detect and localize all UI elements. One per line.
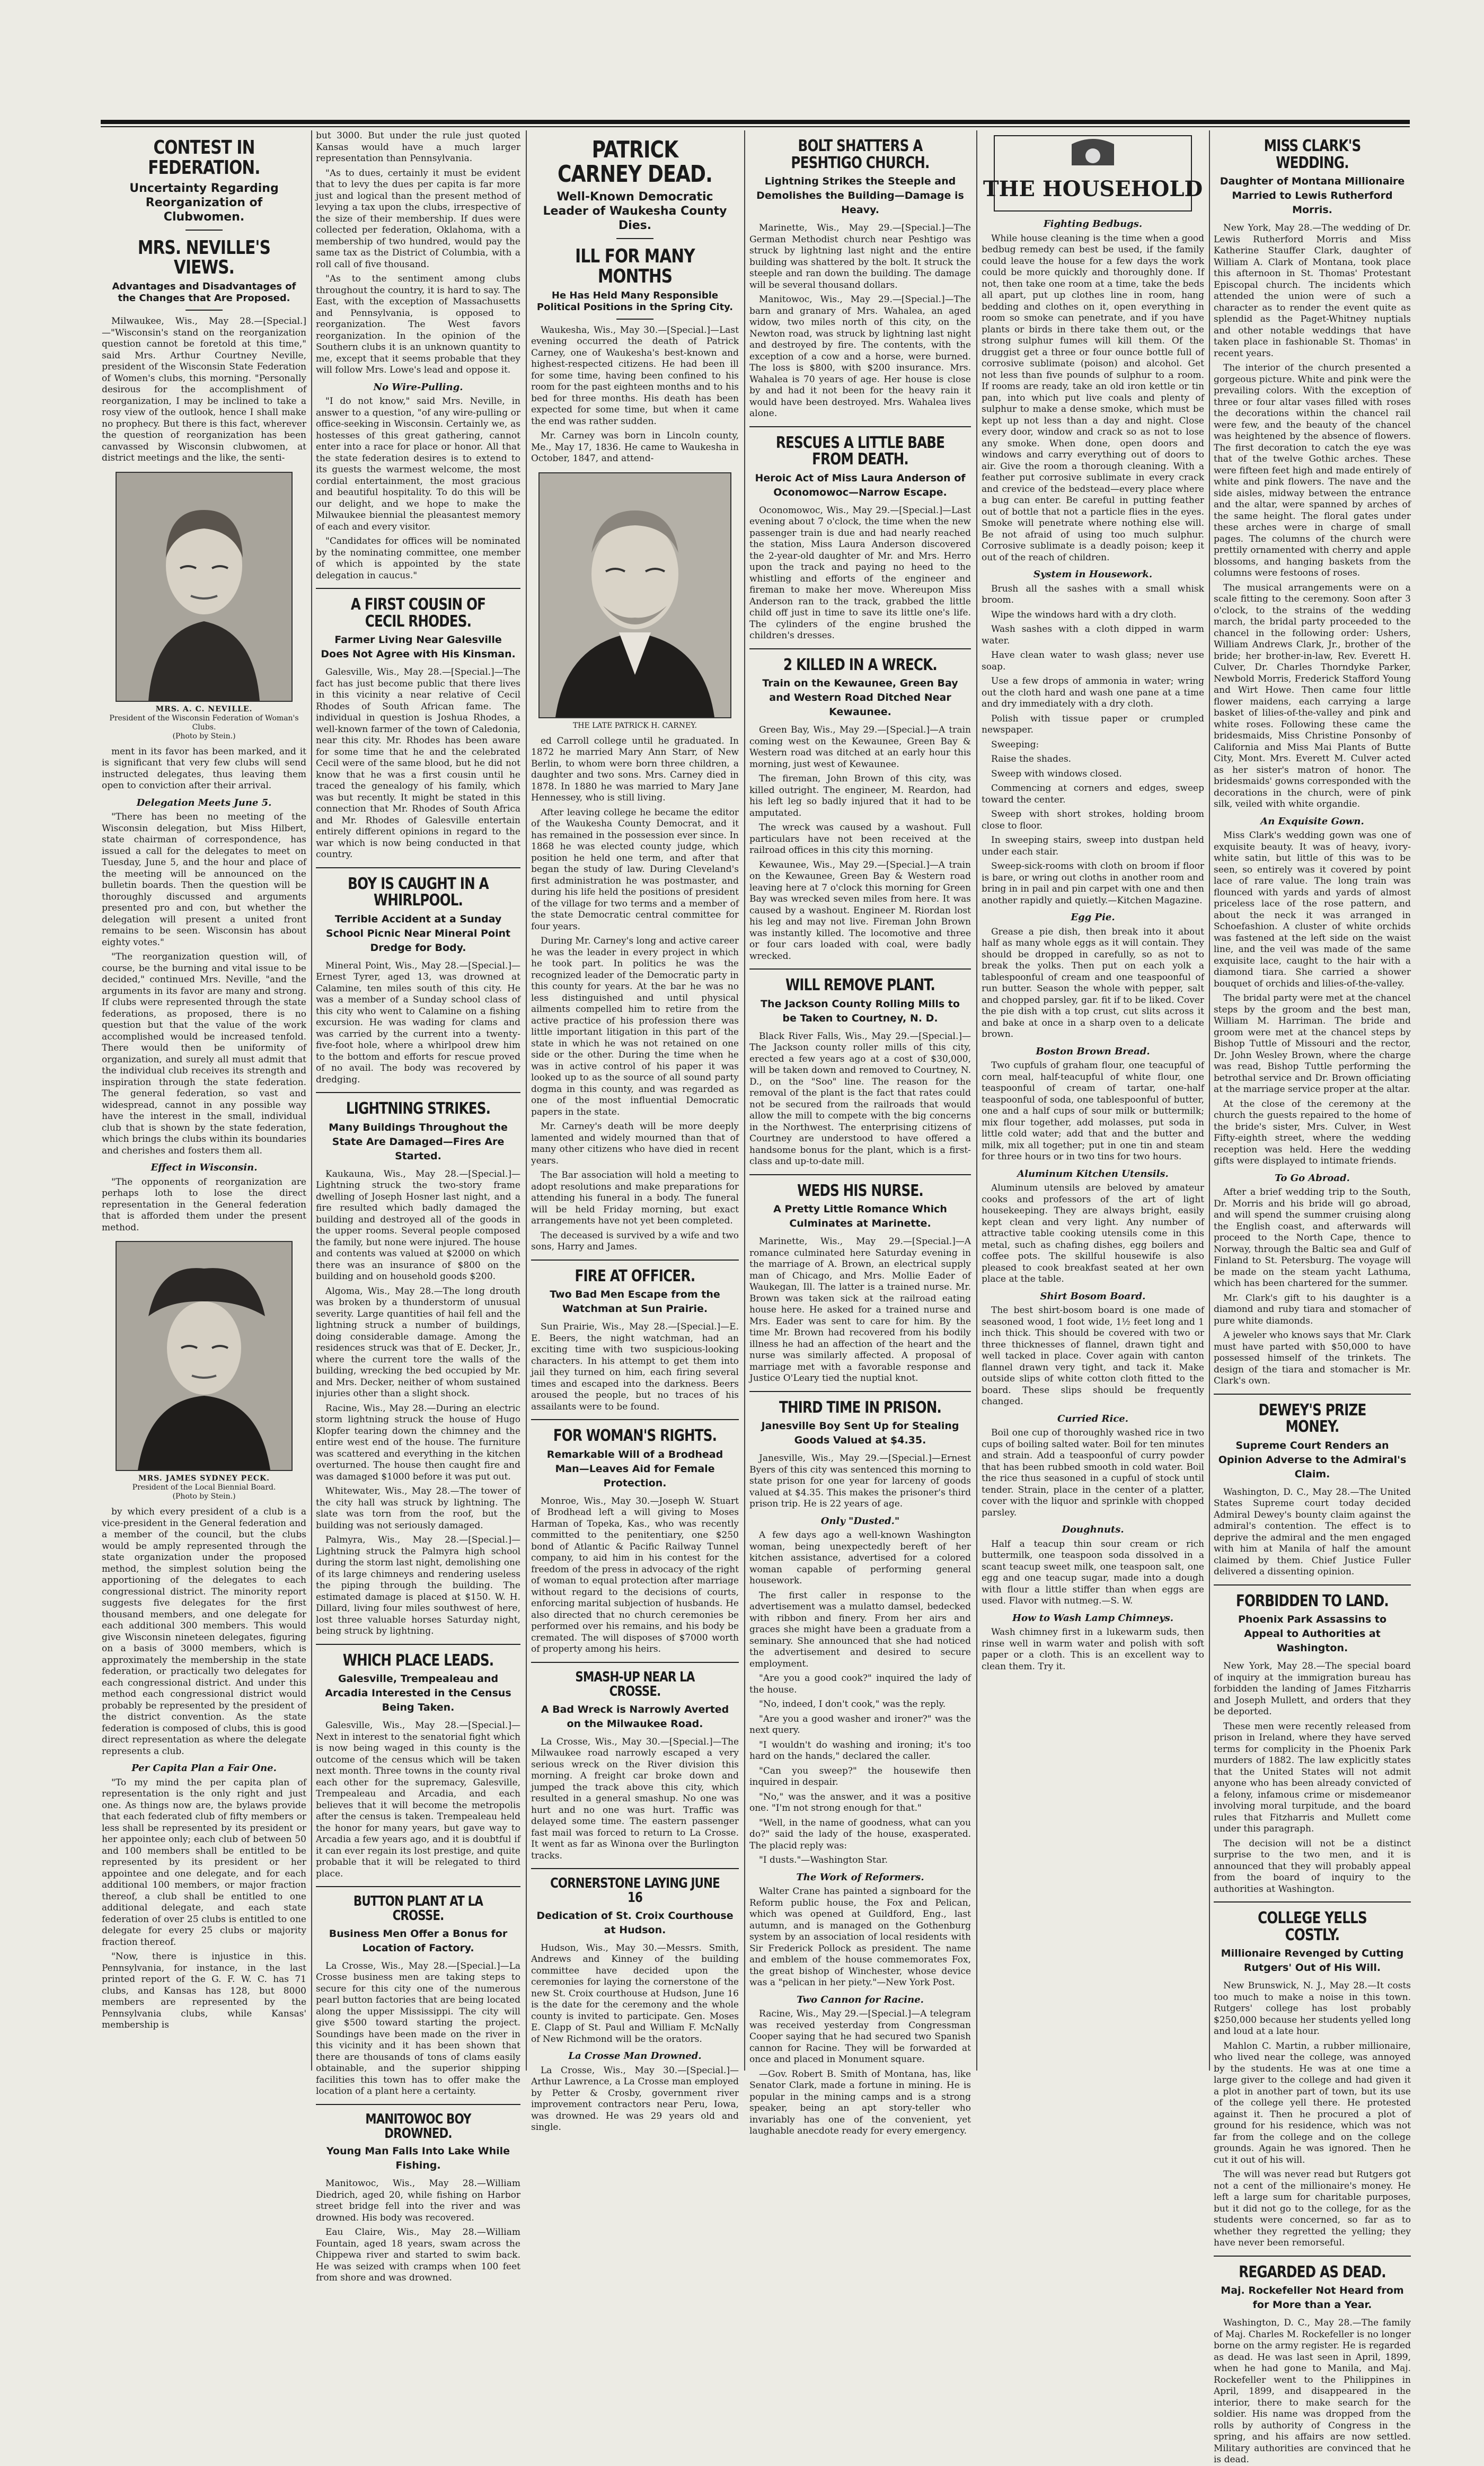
article-paragraph: "I do not know," said Mrs. Neville, in answer to a question, "of any wire-pulling or office-seeking in Wisconsin. Certainly we, as hostesses of this great gathering, cannot enter into a race for place or honor. All that the state federation desires is to extend to its guests the warmest welcome, the most cordial entertainment, the most gracious and beautiful hospitality. To do this will be our delight, and we hope to make the Milwaukee biennial the pleasantest memory of each and every visitor. bbox=[316, 396, 520, 532]
subhead: Egg Pie. bbox=[1071, 912, 1115, 923]
article-paragraph: "The reorganization question will, of course, be the burning and vital issue to be decided," continued Mrs. Neville, "and the arguments in its favor are many and strong. If clubs were represented through the state federations, as proposed, there is no question but that the value of the work accomplished would be increased tenfold. There would then be uniformity of organization, and surely all must admit that the individual club receives its strength and inspiration through the state federation. The general federation, so vast and widespread, cannot in any possible way have the interest in the small, individual club that is shown by the state federation, which brings the clubs within its boundaries and cherishes and fosters them all. bbox=[102, 952, 306, 1156]
portrait-patrick-carney bbox=[538, 472, 731, 718]
headline-deweys-prize-money: DEWEY'S PRIZE MONEY. bbox=[1258, 1401, 1366, 1436]
deck: Maj. Rockefeller Not Heard from for More than a Year. bbox=[1221, 2285, 1404, 2311]
headline-weds-nurse: WEDS HIS NURSE. bbox=[797, 1181, 923, 1200]
article-paragraph: After a brief wedding trip to the South, Dr. Morris and his bride will go abroad, and will spend the summer cruising along the English coast, and afterwards will proceed to the North Cape, thence to Norway, through the Baltic sea and Gulf of Finland to St. Petersburg. The voyage will be made on the steam yacht Lathuma, which has been chartered for the summer. bbox=[1214, 1187, 1411, 1289]
headline-killed-wreck: 2 KILLED IN A WRECK. bbox=[783, 655, 937, 674]
article-paragraph: Have clean water to wash glass; never use soap. bbox=[982, 650, 1204, 672]
article-paragraph: The bridal party were met at the chancel steps by the groom and the best man, William M. Harriman. The bride and groom were met at the chancel steps by Bishop Tuttle of Missouri and the rector, Dr. John Wesley Brown, where the charge was read, Bishop Tuttle performing the betrothal service and Dr. Brown officiating at the marriage service proper at the altar. bbox=[1214, 993, 1411, 1095]
article-paragraph: A few days ago a well-known Washington woman, being unexpectedly bereft of her kitchen assistance, advertised for a colored woman capable of performing general housework. bbox=[749, 1530, 971, 1586]
article-paragraph: Racine, Wis., May 28.—During an electric storm lightning struck the house of Hugo Klopfer tearing down the chimney and the entire west end of the house. The furniture was scattered and everything in the kitchen overturned. The house then caught fire and was damaged $1000 before it was put out. bbox=[316, 1403, 520, 1482]
deck: Galesville, Trempealeau and Arcadia Interested in the Census Being Taken. bbox=[325, 1673, 511, 1713]
article-paragraph: Monroe, Wis., May 30.—Joseph W. Stuart of Brodhead left a will giving to Moses Harman of Topeka, Kas., who was recently committed to the penitentiary, one $250 bond of Atlantic & Pacific Railway Tunnel company, to aid him in his contest for the freedom of the press in advocacy of the right of woman to equal protection after marriage without regard to the decisions of courts, enforcing marital subjection of husbands. He also directed that no church ceremonies be performed over his remains, and his body be cremated. The will disposes of $7000 worth of property among his heirs. bbox=[531, 1495, 739, 1655]
article-paragraph: New Brunswick, N. J., May 28.—It costs too much to make a noise in this town. Rutgers' college has lost probably $250,000 because her students yelled long and loud at a late hour. bbox=[1214, 1980, 1411, 2037]
article-paragraph: but 3000. But under the rule just quoted Kansas would have a much larger representation than Pennsylvania. bbox=[316, 130, 520, 164]
article-paragraph: Marinette, Wis., May 29.—[Special.]—The German Methodist church near Peshtigo was struck by lightning last night and the entire building was shattered by the bolt. It struck the steeple and ran down the building. The damage will be several thousand dollars. bbox=[749, 223, 971, 290]
column-divider bbox=[311, 130, 312, 2071]
headline-button-plant: BUTTON PLANT AT LA CROSSE. bbox=[353, 1893, 483, 1924]
headline-nevilles-views: MRS. NEVILLE'S VIEWS. bbox=[137, 236, 271, 279]
article-paragraph: "Are you a good washer and ironer?" was the next query. bbox=[749, 1713, 971, 1736]
article-paragraph: Sweep with windows closed. bbox=[991, 768, 1122, 779]
article-paragraph: The fireman, John Brown of this city, was killed outright. The engineer, M. Reardon, had his left leg so badly injured that it had to be amputated. bbox=[749, 773, 971, 818]
article-paragraph: Galesville, Wis., May 28.—[Special.]—Next in interest to the senatorial fight which is now being waged in this county is the outcome of the census which will be taken next month. Three towns in the county rival each other for the supremacy, Galesville, Trempealeau and Arcadia, and each believes that it will become the metropolis after the census is taken. Trempealeau held the honor for many years, but gave way to Arcadia a few years ago, and it is doubtful if it can ever regain its lost prestige, and quite probable that it will be relegated to third place. bbox=[316, 1720, 520, 1879]
article-paragraph: Manitowoc, Wis., May 29.—[Special.]—The barn and granary of Mrs. Wahalea, an aged widow, two miles north of this city, on the Newton road, was struck by lightning last night and destroyed by fire. The contents, with the exception of a cow and a horse, were burned. The loss is $800, with $200 insurance. Mrs. Wahalea is 70 years of age. Her house is close by and had it not been for the heavy rain it would have been destroyed. Mrs. Wahalea lives alone. bbox=[749, 294, 971, 419]
column-1 bbox=[102, 130, 306, 2071]
article-paragraph: Galesville, Wis., May 28.—[Special.]—The fact has just become public that there lives in this vicinity a near relative of Cecil Rhodes of South African fame. The individual in question is Joshua Rhodes, a well-known farmer of the town of Caledonia, near this city. Mr. Rhodes has been aware for some time that he and the celebrated Cecil were of the same blood, but he did not know that he was a first cousin until he traced the genealogy of his family, which was but recently. It might be stated in this connection that Mr. Rhodes of South Africa and Mr. Rhodes of Galesville entertain entirely different opinions in regard to the war which is now being conducted in that country. bbox=[316, 667, 520, 860]
article-paragraph: The decision will not be a distinct surprise to the two men, and it is announced that they will probably appeal from the board of inquiry to the authorities at Washington. bbox=[1214, 1838, 1411, 1895]
headline-rescues-babe: RESCUES A LITTLE BABE FROM DEATH. bbox=[775, 433, 945, 469]
article-paragraph: Mr. Carney was born in Lincoln county, Me., May 17, 1836. He came to Waukesha in October, 1847, and attend- bbox=[531, 430, 739, 464]
top-rule bbox=[101, 120, 1410, 124]
subhead: Doughnuts. bbox=[1062, 1524, 1124, 1535]
caption-name: MRS. JAMES SYDNEY PECK. bbox=[138, 1474, 270, 1483]
deck: Millionaire Revenged by Cutting Rutgers' Out of His Will. bbox=[1221, 1948, 1404, 1974]
caption-credit: (Photo by Stein.) bbox=[172, 732, 236, 741]
article-paragraph: Hudson, Wis., May 30.—Messrs. Smith, Andrews and Kinney of the building committee have decided upon the ceremonies for laying the cornerstone of the new St. Croix courthouse at Hudson, June 16 is the date for the ceremony and the whole county is invited to participate. Gen. Moses E. Clapp of St. Paul and William F. McNally of New Richmond will be the orators. bbox=[531, 1942, 739, 2045]
article-paragraph: Mineral Point, Wis., May 28.—[Special.]—Ernest Tyrer, aged 13, was drowned at Calamine, ten miles south of this city. He was a member of a Sunday school class of this city who went to Calamine on a fishing excursion. He was wading for clams and was carried by the current into a twenty-five-foot hole, where a whirlpool drew him to the bottom and efforts for rescue proved of no avail. The body was recovered by dredging. bbox=[316, 960, 520, 1085]
deck: A Bad Wreck is Narrowly Averted on the Milwaukee Road. bbox=[541, 1703, 729, 1730]
article-paragraph: In sweeping stairs, sweep into dustpan held under each stair. bbox=[982, 835, 1204, 857]
headline-remove-plant: WILL REMOVE PLANT. bbox=[785, 976, 935, 994]
article-paragraph: Wash sashes with a cloth dipped in warm water. bbox=[982, 624, 1204, 646]
article-paragraph: "There has been no meeting of the Wisconsin delegation, but Miss Hilbert, state chairman of correspondence, has issued a call for the delegates to meet on Tuesday, June 5, and the hour and place of the meeting will be announced on the bulletin boards. Then the question will be thoroughly discussed and arguments presented pro and con, but whether the delegation will present a united front remains to be seen. Wisconsin has about eighty votes." bbox=[102, 812, 306, 948]
subhead: Effect in Wisconsin. bbox=[151, 1162, 258, 1174]
article-paragraph: Waukesha, Wis., May 30.—[Special.]—Last evening occurred the death of Patrick Carney, one of Waukesha's best-known and highest-respected citizens. He had been ill for some time, having been confined to his room for the past eighteen months and to his bed for three months. His death has been expected for some time, but when it came the end was rather sudden. bbox=[531, 324, 739, 427]
household-logo bbox=[983, 134, 1203, 213]
article-paragraph: "No, indeed, I don't cook," was the reply. bbox=[759, 1699, 946, 1710]
article-paragraph: Wash chimney first in a lukewarm suds, then rinse well in warm water and polish with soft paper or a cloth. This is an excellent way to clean them. Try it. bbox=[982, 1627, 1204, 1672]
article-paragraph: Kaukauna, Wis., May 28.—[Special.]—Lightning struck the two-story frame dwelling of Joseph Hosner last night, and a fire resulted which badly damaged the building and destroyed all of the goods in the upper rooms. Several people composed the family, but none were injured. The house and contents was valued at $2000 on which there was an insurance of $800 on the building and on household goods $200. bbox=[316, 1168, 520, 1282]
article-paragraph: Mr. Carney's death will be more deeply lamented and widely mourned than that of many other citizens who have died in recent years. bbox=[531, 1121, 739, 1166]
article-paragraph: Algoma, Wis., May 28.—The long drouth was broken by a thunderstorm of unusual severity. Large quantities of hail fell and the lightning struck a number of buildings, doing considerable damage. Among the residences struck was that of E. Decker, Jr., where the current tore the walls of the building, wrecking the bed occupied by Mr. and Mrs. Decker, neither of whom sustained injuries other than a slight shock. bbox=[316, 1285, 520, 1399]
column-divider bbox=[976, 130, 977, 2071]
headline-cornerstone: CORNERSTONE LAYING JUNE 16 bbox=[550, 1875, 720, 1906]
article-paragraph: ment in its favor has been marked, and it is significant that very few clubs will send instructed delegates, thus leaving them open to conviction after their arrival. bbox=[102, 746, 306, 791]
column-divider bbox=[1209, 130, 1210, 2071]
article-paragraph: Black River Falls, Wis., May 29.—[Special.]—The Jackson county roller mills of this city, erected a few years ago at a cost of $30,000, will be taken down and removed to Courtney, N. D., on the "Soo" line. The reason for the removal of the plant is the fact that rates could not be secured from the railroads that would allow the mill to compete with the big concerns in the Northwest. The enterprising citizens of Courtney are understood to have offered a handsome bonus for the plant, which is a first-class and up-to-date mill. bbox=[749, 1031, 971, 1167]
article-paragraph: by which every president of a club is a vice-president in the General federation and a member of the council, but the clubs would be amply represented through the state organization under the proposed method, the simplest solution being the apportioning of the delegates to each congressional district. The minority report suggests five delegates for the first thousand members, and one delegate for each additional 300 members. This would give Wisconsin nineteen delegates, figuring on a basis of 3000 members, which is approximately the membership in the state federation, or practically two delegates for each congressional district. And under this method each congressional district would probably be represented by the president of the district convention. As the state federation is composed of clubs, this is good direct representation as where the delegate represents a club. bbox=[102, 1507, 306, 1757]
deck: Train on the Kewaunee, Green Bay and Western Road Ditched Near Kewaunee. bbox=[762, 677, 958, 718]
article-paragraph: "No," was the answer, and it was a positive one. "I'm not strong enough for that." bbox=[749, 1791, 971, 1813]
subhead: How to Wash Lamp Chimneys. bbox=[1012, 1612, 1174, 1624]
headline-cousin-cecil-rhodes: A FIRST COUSIN OF CECIL RHODES. bbox=[350, 595, 486, 631]
caption-text: President of the Wisconsin Federation of Woman's Clubs. bbox=[109, 714, 299, 732]
article-paragraph: Palmyra, Wis., May 28.—[Special.]—Lightning struck the Palmyra high school during the storm last night, demolishing one of its large chimneys and rendering useless the piping through the building. The estimated damage is placed at $150. W. H. Dillard, living four miles southwest of here, lost three valuable horses Saturday night, being struck by lightning. bbox=[316, 1535, 520, 1636]
article-paragraph: The wreck was caused by a washout. Full particulars have not been received at the railroad offices in this city this morning. bbox=[749, 822, 971, 856]
article-paragraph: "I dusts."—Washington Star. bbox=[759, 1855, 888, 1865]
headline-college-yells: COLLEGE YELLS COSTLY. bbox=[1258, 1909, 1367, 1944]
headline-ill-many-months: ILL FOR MANY MONTHS bbox=[575, 245, 695, 288]
deck: Remarkable Will of a Brodhead Man—Leaves Aid for Female Protection. bbox=[546, 1448, 723, 1489]
caption-name: MRS. A. C. NEVILLE. bbox=[155, 704, 253, 714]
subhead: Shirt Bosom Board. bbox=[1040, 1290, 1146, 1302]
headline-womans-rights: FOR WOMAN'S RIGHTS. bbox=[553, 1426, 717, 1446]
deck: The Jackson County Rolling Mills to be Taken to Courtney, N. D. bbox=[761, 998, 960, 1024]
column-2 bbox=[316, 130, 520, 2284]
deck: Young Man Falls Into Lake While Fishing. bbox=[326, 2145, 510, 2172]
article-paragraph: La Crosse, Wis., May 28.—[Special.]—La Crosse business men are taking steps to secure for this city one of the numerous pearl button factories that are being located along the upper Mississippi. The city will give $500 toward starting the project. Soundings have been made on the river in this vicinity and it has been shown that there are thousands of tons of clams easily obtainable, and the superior shipping facilities this town has to offer make the location of a plant here a certainty. bbox=[316, 1960, 520, 2097]
article-paragraph: New York, May 28.—The wedding of Dr. Lewis Rutherford Morris and Miss Katherine Stauffer Clark, daughter of William A. Clark of Montana, took place this afternoon in St. Thomas' Protestant Episcopal church. The incidents which attended the union were of such a character as to render the event quite as splendid as the Paget-Whitney nuptials and other notable weddings that have taken place in fashionable St. Thomas' in recent years. bbox=[1214, 223, 1411, 359]
article-paragraph: Wipe the windows hard with a dry cloth. bbox=[991, 609, 1177, 620]
article-paragraph: Sweep-sick-rooms with cloth on broom if floor is bare, or wring out cloths in another room and bring in in pail and pin carpet with one and then another rapidly and quietly.—Kitchen Magazine. bbox=[982, 861, 1204, 906]
caption-text: President of the Local Biennial Board. bbox=[132, 1483, 276, 1492]
article-paragraph: Mahlon C. Martin, a rubber millionaire, who lived near the college, was annoyed by the students. He was at one time a large giver to the college and had given it a plot in another part of town, but its use of the college yell there. He protested against it. Then he procured a plot of ground for his residence, which was not far from the college and on the college grounds. Again he was ignored. Then he cut it out of his will. bbox=[1214, 2040, 1411, 2165]
portrait-mrs-neville bbox=[116, 472, 293, 702]
deck: Well-Known Democratic Leader of Waukesha County Dies. bbox=[543, 190, 727, 233]
article-paragraph: Marinette, Wis., May 29.—[Special.]—A romance culminated here Saturday evening in the marriage of A. Brown, an electrical supply man of Chicago, and Mrs. Mollie Eader of Waukegan, Ill. The latter is a trained nurse. Mr. Brown was taken sick at the railroad eating house here. He asked for a trained nurse and Mrs. Eader was sent to care for him. By the time Mr. Brown had recovered from his bodily illness he had an affection of the heart and the nurse was similarly affected. A proposal of marriage met with a favorable response and Justice O'Leary tied the nuptial knot. bbox=[749, 1236, 971, 1384]
column-3 bbox=[531, 130, 739, 2133]
article-paragraph: Washington, D. C., May 28.—The United States Supreme court today decided Admiral Dewey's bounty claim against the admiral's contention. The effect is to deprive the admiral and the men engaged with him at Manila of half the amount claimed by them. Chief Justice Fuller delivered a dissenting opinion. bbox=[1214, 1486, 1411, 1577]
article-paragraph: "Candidates for offices will be nominated by the nominating committee, one member of which is appointed by the state delegation in caucus." bbox=[316, 536, 520, 581]
article-paragraph: Sweep with short strokes, holding broom close to floor. bbox=[982, 809, 1204, 831]
deck: Dedication of St. Croix Courthouse at Hudson. bbox=[536, 1909, 734, 1936]
article-paragraph: Whitewater, Wis., May 28.—The tower of the city hall was struck by lightning. The slate was torn from the roof, but the building was not seriously damaged. bbox=[316, 1486, 520, 1531]
article-paragraph: "The opponents of reorganization are perhaps loth to lose the direct representation in the General federation that is afforded them under the present method. bbox=[102, 1176, 306, 1233]
article-paragraph: New York, May 28.—The special board of inquiry at the immigration bureau has forbidden the landing of James Fitzharris and Joseph Mullett, and orders that they be deported. bbox=[1214, 1661, 1411, 1717]
logo-text: THE HOUSEHOLD bbox=[983, 177, 1203, 201]
article-paragraph: Manitowoc, Wis., May 28.—William Diedrich, aged 20, while fishing on Harbor street bridge fell into the river and was drowned. His body was recovered. bbox=[316, 2178, 520, 2223]
deck: Farmer Living Near Galesville Does Not Agree with His Kinsman. bbox=[321, 634, 516, 660]
article-paragraph: Aluminum utensils are beloved by amateur cooks and professors of the art of light housekeeping. They are always bright, easily kept clean and very light. Any number of attractive table cooking utensils come in this metal, such as chafing dishes, egg boilers and coffee pots. The skillful housewife is also pleased to cook breakfast seated at her own place at the table. bbox=[982, 1183, 1204, 1284]
headline-manitowoc-boy: MANITOWOC BOY DROWNED. bbox=[365, 2111, 471, 2142]
deck: Many Buildings Throughout the State Are Damaged—Fires Are Started. bbox=[329, 1121, 508, 1162]
article-paragraph: La Crosse, Wis., May 30.—[Special.]—Arthur Lawrence, a La Crosse man employed by Petter & Crosby, government river improvement contractors near Peru, Iowa, was drowned. He was 29 years old and single. bbox=[531, 2065, 739, 2133]
deck: Business Men Offer a Bonus for Location of Factory. bbox=[329, 1927, 508, 1954]
article-paragraph: Kewaunee, Wis., May 29.—[Special.]—A train on the Kewaunee, Green Bay & Western road leaving here at 7 o'clock this morning for Green Bay was wrecked seven miles from here. It was caused by a washout. Engineer M. Riordan lost his leg and may not live. Fireman John Brown was instantly killed. The locomotive and three or four cars loaded with coal, were badly wrecked. bbox=[749, 859, 971, 962]
deck: Phoenix Park Assassins to Appeal to Authorities at Washington. bbox=[1238, 1614, 1387, 1654]
article-paragraph: At the close of the ceremony at the church the guests repaired to the home of the bride's sister, Mrs. Culver, in West Fifty-eighth street, where the wedding reception was held. Here the wedding gifts were displayed to intimate friends. bbox=[1214, 1098, 1411, 1166]
headline-bolt-shatters: BOLT SHATTERS A PESHTIGO CHURCH. bbox=[791, 137, 930, 172]
deck: Advantages and Disadvantages of the Changes that Are Proposed. bbox=[112, 281, 296, 304]
article-paragraph: The best shirt-bosom board is one made of seasoned wood, 1 foot wide, 1½ feet long and 1 inch thick. This should be covered with two or three thicknesses of flannel, drawn tight and well tacked in place. Cover again with canton flannel drawn very tight, and tack it. Make outside slips of white cotton cloth fitted to the board. These slips should be frequently changed. bbox=[982, 1305, 1204, 1407]
article-paragraph: Racine, Wis., May 29.—[Special.]—A telegram was received yesterday from Congressman Cooper saying that he had secured two Spanish cannon for Racine. They will be forwarded at once and placed in Monument square. bbox=[749, 2009, 971, 2065]
article-paragraph: A jeweler who knows says that Mr. Clark must have parted with $50,000 to have possessed himself of the trinkets. The design of the tiara and stomacher is Mr. Clark's own. bbox=[1214, 1330, 1411, 1386]
article-paragraph: "Are you a good cook?" inquired the lady of the house. bbox=[749, 1673, 971, 1695]
article-paragraph: Walter Crane has painted a signboard for the Reform public house, the Fox and Pelican, which was opened at Guildford, Eng., last autumn, and is managed on the Gothenburg system by an association of local residents with Sir Frederick Pollock as president. The name and emblem of the house commemorates Fox, the great bishop of Winchester, whose device was a "pelican in her piety."—New York Post. bbox=[749, 1886, 971, 1988]
deck: Supreme Court Renders an Opinion Adverse to the Admiral's Claim. bbox=[1218, 1439, 1407, 1480]
subhead: Fighting Bedbugs. bbox=[1043, 218, 1143, 230]
subhead: Curried Rice. bbox=[1057, 1413, 1128, 1424]
article-paragraph: The deceased is survived by a wife and two sons, Harry and James. bbox=[531, 1230, 739, 1253]
subhead: Per Capita Plan a Fair One. bbox=[131, 1763, 277, 1774]
article-paragraph: "Well, in the name of goodness, what can you do?" said the lady of the house, exasperated. The placid reply was: bbox=[749, 1817, 971, 1851]
subhead: Two Cannon for Racine. bbox=[797, 1994, 924, 2005]
column-6 bbox=[1214, 130, 1411, 2465]
headline-smash-up: SMASH-UP NEAR LA CROSSE. bbox=[575, 1669, 695, 1700]
headline-third-time-prison: THIRD TIME IN PRISON. bbox=[779, 1398, 942, 1417]
article-paragraph: "I wouldn't do washing and ironing; it's too hard on the hands," declared the caller. bbox=[749, 1739, 971, 1762]
article-paragraph: Use a few drops of ammonia in water; wring out the cloth hard and wash one pane at a time and dry immediately with a dry cloth. bbox=[982, 676, 1204, 709]
subhead: To Go Abroad. bbox=[1275, 1172, 1350, 1184]
headline-miss-clarks-wedding: MISS CLARK'S WEDDING. bbox=[1264, 137, 1361, 172]
article-paragraph: Grease a pie dish, then break into it about half as many whole eggs as it will contain. They should be dropped in carefully, so as not to break the yolks. Then put on each yolk a tablespoonful of cream and one teaspoonful of run butter. Season the whole with pepper, salt and chopped parsley, gar. fit if to be liked. Cover the pie dish with a top crust, cut slits across it and bake at once in a sharp oven to a delicate brown. bbox=[982, 926, 1204, 1040]
headline-regarded-as-dead: REGARDED AS DEAD. bbox=[1239, 2262, 1386, 2282]
headline-contest-in-federation: CONTEST IN FEDERATION. bbox=[148, 137, 260, 179]
article-paragraph: Washington, D. C., May 28.—The family of Maj. Charles M. Rockefeller is no longer borne on the army register. He is regarded as dead. He was last seen in April, 1899, when he had gone to Manila, and Maj. Rockefeller went to the Philippines in April, 1899, and disappeared in the interior, there to make search for the soldier. His name was dropped from the rolls by authority of Congress in the spring, and his affairs are now settled. Military authorities are convinced that he is dead. bbox=[1214, 2318, 1411, 2465]
top-rule-thin bbox=[101, 126, 1410, 127]
article-paragraph: The Bar association will hold a meeting to adopt resolutions and make preparations for attending his funeral in a body. The funeral will be held Friday morning, but exact arrangements have not yet been completed. bbox=[531, 1170, 739, 1227]
subhead: Boston Brown Bread. bbox=[1036, 1045, 1150, 1057]
article-paragraph: Miss Clark's wedding gown was one of exquisite beauty. It was of heavy, ivory-white satin, but little of this was to be seen, so entirely was it covered by point lace of rare value. The long train was flounced with yards and yards of almost priceless lace of the rose pattern, and about the neck it was arranged in Schoefashion. A cluster of white orchids was fastened at the left side on the waist line, and the veil was made of the same exquisite lace, caught to the hair with a diamond tiara. She carried a shower bouquet of orchids and lilies-of-the-valley. bbox=[1214, 830, 1411, 989]
article-paragraph: Polish with tissue paper or crumpled newspaper. bbox=[982, 713, 1204, 735]
column-4 bbox=[749, 130, 971, 2136]
headline-lightning-strikes: LIGHTNING STRIKES. bbox=[346, 1099, 491, 1118]
article-paragraph: "As to dues, certainly it must be evident that to levy the dues per capita is far more just and logical than the present method of levying a tax upon the clubs, irrespective of the size of their membership. If dues were collected per federation, Oklahoma, with a membership of two hundred, would pay the same tax as the District of Columbia, with a roll call of five thousand. bbox=[316, 168, 520, 270]
article-paragraph: During Mr. Carney's long and active career he was the leader in every project in which he took part. In politics he was the recognized leader of the Democratic party in this county for years. At the bar he was no less distinguished and until physical ailments compelled him to retire from the active practice of his profession there was little important litigation in this part of the state in which he was not retained on one side or the other. During the time when he was in active control of his paper it was looked up to as the source of all sound party dogma in this county, and was regarded as one of the most influential Democratic papers in the state. bbox=[531, 936, 739, 1117]
column-5 bbox=[982, 130, 1204, 2071]
deck: He Has Held Many Responsible Political Positions in the Spring City. bbox=[536, 289, 734, 313]
article-paragraph: The interior of the church presented a gorgeous picture. White and pink were the prevailing colors. With the exception of three or four altar vases filled with roses the decorations within the chancel rail were few, and the beauty of the chancel was heightened by the absence of flowers. The first decoration to catch the eye was that of the twelve Gothic arches. These were fifteen feet high and made entirely of white and pink flowers. The nave and the side aisles, midway between the entrance and the altar, were spanned by arches of the same height. The floral gates under these arches were in charge of small pages. The columns of the church were prettily ornamented with cherry and apple blossoms, and hanging baskets from the columns were festoons of roses. bbox=[1214, 363, 1411, 578]
article-paragraph: Eau Claire, Wis., May 28.—William Fountain, aged 18 years, swam across the Chippewa river and started to swim back. He was seized with cramps when 100 feet from shore and was drowned. bbox=[316, 2227, 520, 2284]
headline-forbidden-to-land: FORBIDDEN TO LAND. bbox=[1236, 1591, 1389, 1610]
article-paragraph: —Gov. Robert B. Smith of Montana, has, like Senator Clark, made a fortune in mining. He is popular in the mining camps and is a strong speaker, being an apt story-teller who invariably has one of the convenient, yet laughable anecdote ready for every emergency. bbox=[749, 2068, 971, 2136]
deck: Daughter of Montana Millionaire Married to Lewis Rutherford Morris. bbox=[1220, 175, 1405, 216]
deck: Heroic Act of Miss Laura Anderson of Oconomowoc—Narrow Escape. bbox=[755, 472, 966, 498]
portrait-mrs-peck bbox=[116, 1241, 293, 1471]
subhead: The Work of Reformers. bbox=[796, 1871, 924, 1883]
deck: Two Bad Men Escape from the Watchman at Sun Prairie. bbox=[550, 1289, 720, 1315]
subhead: La Crosse Man Drowned. bbox=[568, 2050, 702, 2062]
article-paragraph: "Now, there is injustice in this. Pennsylvania, for instance, in the last printed report of the G. F. W. C. has 71 clubs, and Kansas has 128, but 8000 members are represented by the Pennsylvania clubs, while Kansas' membership is bbox=[102, 1951, 306, 2031]
article-paragraph: These men were recently released from prison in Ireland, where they have served terms for complicity in the Phoenix Park murders of 1882. The law explicitly states that the United States will not admit anyone who has been already convicted of a felony, infamous crime or misdemeanor involving moral turpitude, and the board rules that Fitzharris and Mullett come under this paragraph. bbox=[1214, 1721, 1411, 1834]
deck: Uncertainty Regarding Reorganization of Clubwomen. bbox=[129, 181, 279, 224]
subhead: System in Housework. bbox=[1033, 569, 1153, 580]
article-paragraph: "To my mind the per capita plan of representation is the only right and just one. As things now are, the bylaws provide that each federated club of fifty members or less shall be represented by its president or her appointee only; each club of between 50 and 100 members shall be entitled to be represented by its president or her appointee and one delegate, and for each additional 100 members, or major fraction thereof, a club shall be entitled to one additional delegate, and each state federation of over 25 clubs is entitled to one delegate for every 25 clubs or majority fraction thereof. bbox=[102, 1777, 306, 1948]
article-paragraph: ed Carroll college until he graduated. In 1872 he married Mary Ann Starr, of New Berlin, to whom were born three children, a daughter and two sons. Mrs. Carney died in 1878. In 1880 he was married to Mary Jane Hennessey, who is still living. bbox=[531, 735, 739, 804]
headline-boy-whirlpool: BOY IS CAUGHT IN A WHIRLPOOL. bbox=[348, 874, 489, 910]
subhead: An Exquisite Gown. bbox=[1260, 815, 1364, 827]
article-paragraph: The musical arrangements were on a scale fitting to the ceremony. Soon after 3 o'clock, to the strains of the wedding march, the bridal party proceeded to the chancel in the following order: Ushers, William Andrews Clark, Jr., brother of the bride; her brother-in-law, Rev. Everett H. Culver, Dr. Charles Thorndyke Parker, Newbold Morris, Frederick Stafford Young and Wirt Howe. Then came four little flower maidens, each carrying a large basket of lilies-of-the-valley and pink and white roses. Following these came the bridesmaids, Miss Christine Ponsonby of California and Miss Mai Plants of Butte City, Mont. Mrs. Everett M. Culver acted as her sister's matron of honor. The bridesmaids' gowns corresponded with the decorations in the church, were of pink silk, veiled with white organdie. bbox=[1214, 582, 1411, 809]
headline-fire-at-officer: FIRE AT OFFICER. bbox=[575, 1266, 695, 1285]
article-paragraph: Oconomowoc, Wis., May 29.—[Special.]—Last evening about 7 o'clock, the time when the new passenger train is due and had nearly reached the station, Miss Laura Anderson discovered the 2-year-old daughter of Mr. and Mrs. Herro upon the track and paying no heed to the whistling and efforts of the engineer and fireman to make her move. Whereupon Miss Anderson ran to the track, grabbed the little child off just in time to save its little one's life. The cylinders of the engine brushed the children's dresses. bbox=[749, 505, 971, 641]
article-paragraph: Green Bay, Wis., May 29.—[Special.]—A train coming west on the Kewaunee, Green Bay & Western road was ditched at an early hour this morning, just west of Kewaunee. bbox=[749, 725, 971, 770]
deck: Lightning Strikes the Steeple and Demolishes the Building—Damage is Heavy. bbox=[756, 175, 964, 216]
article-paragraph: Janesville, Wis., May 29.—[Special.]—Ernest Byers of this city was sentenced this morning to state prison for one year for larceny of goods valued at $4.35. This makes the prisoner's third prison trip. He is 22 years of age. bbox=[749, 1453, 971, 1509]
subhead: Aluminum Kitchen Utensils. bbox=[1017, 1168, 1169, 1179]
article-paragraph: Milwaukee, Wis., May 28.—[Special.]—"Wisconsin's stand on the reorganization question cannot be foretold at this time," said Mrs. Arthur Courtney Neville, president of the Wisconsin State Federation of Women's clubs, this morning. "Personally desirous for the accomplishment of reorganization, I may be inclined to take a rosy view of the outlook, hence I shall make no prophecy. But there is this fact, wherever the question of reorganization has been canvassed by Wisconsin clubwomen, at district meetings and the like, the senti- bbox=[102, 316, 306, 464]
caption-credit: (Photo by Stein.) bbox=[172, 1492, 236, 1501]
deck: A Pretty Little Romance Which Culminates at Marinette. bbox=[773, 1203, 947, 1229]
article-paragraph: Sweeping: bbox=[991, 739, 1039, 750]
article-paragraph: While house cleaning is the time when a good bedbug remedy can best be used, if the family could leave the house for a few days the work could be more quickly and thoroughly done. If not, then take one room at a time, take the beds all apart, put up clothes line in room, hang bedding and clothes on it, open everything in room so smoke can penetrate, and if you have plants or birds in there take them out, or the strong sulphur fumes will kill them. Of the druggist get a three or four ounce bottle full of corrosive sublimate (poison) and alcohol. Get not less than five pounds of sulphur to a room. If rooms are ready, take an old iron kettle or tin pan, into which put live coals and plenty of sulphur to make a dense smoke, which must be kept up not less than a day and night. Close every door, window and crack so as not to lose any smoke. When done, open doors and windows and carry everything out of doors to air. Give the room a thorough cleaning. With a feather put corrosive sublimate in every crack and crevice of the bedstead—every place where a bug can enter. Be careful in putting feather out of bottle that not a particle flies in the eyes. Smoke will penetrate where nothing else will. Be not afraid of using too much sulphur. Corrosive sublimate is a deadly poison; keep it out of the reach of children. bbox=[982, 233, 1204, 563]
article-paragraph: Boil one cup of thoroughly washed rice in two cups of boiling salted water. Boil for ten minutes and strain. Add a teaspoonful of curry powder that has been rubbed smooth in cold water. Boil the rice thus seasoned in a cupful of stock until tender. Strain, place in the center of a platter, cover with the liquor and sprinkle with chopped parsley. bbox=[982, 1428, 1204, 1518]
column-divider bbox=[744, 130, 745, 2071]
article-paragraph: Sun Prairie, Wis., May 28.—[Special.]—E. E. Beers, the night watchman, had an exciting time with two suspicious-looking characters. In his attempt to get them into jail they turned on him, each firing several times and escaped into the darkness. Beers aroused the people, but no traces of his assailants were to be found. bbox=[531, 1322, 739, 1412]
headline-which-place-leads: WHICH PLACE LEADS. bbox=[342, 1651, 494, 1670]
article-paragraph: The will was never read but Rutgers got not a cent of the millionaire's money. He left a large sum for charitable purposes, but it did not go to the college, for as the students were concerned, so far as to whether they regretted the yelling; they have never been remorseful. bbox=[1214, 2169, 1411, 2248]
article-paragraph: "As to the sentiment among clubs throughout the country, it is hard to say. The East, with the exception of Massachusetts and Pennsylvania, is opposed to reorganization. The West favors reorganization. In the opinion of the Southern clubs it is an unknown quantity to me, except that it seems probable that they will follow Mrs. Lowe's lead and oppose it. bbox=[316, 274, 520, 375]
article-paragraph: Commencing at corners and edges, sweep toward the center. bbox=[982, 783, 1204, 805]
subhead: No Wire-Pulling. bbox=[373, 381, 463, 393]
article-paragraph: "Can you sweep?" the housewife then inquired in despair. bbox=[749, 1765, 971, 1787]
deck: Terrible Accident at a Sunday School Picnic Near Mineral Point Dredge for Body. bbox=[325, 913, 511, 954]
article-paragraph: Raise the shades. bbox=[991, 754, 1072, 764]
caption: THE LATE PATRICK H. CARNEY. bbox=[572, 721, 697, 730]
headline-patrick-carney-dead: PATRICK CARNEY DEAD. bbox=[557, 136, 713, 188]
article-paragraph: The first caller in response to the advertisement was a mulatto damsel, bedecked with ribbon and finery. From her airs and graces she might have been a graduate from a seminary. She announced that she had noticed the advertisement and desired to secure employment. bbox=[749, 1590, 971, 1669]
article-paragraph: Two cupfuls of graham flour, one teacupful of corn meal, half-teacupful of white flour, one teaspoonful of cream of tartar, one-half teaspoonful of soda, one tablespoonful of butter, one and a half cups of sour milk or buttermilk; mix flour together, add molasses, put soda in little cold water; add that and the butter and milk, mix all together; put in one tin and steam for three hours or in two tins for two hours. bbox=[982, 1060, 1204, 1162]
article-paragraph: Half a teacup thin sour cream or rich buttermilk, one teaspoon soda dissolved in a scant teacup sweet milk, one teaspoon salt, one egg and one teacup sugar, made into a dough with flour a little stiffer than when eggs are used. Flavor with nutmeg.—S. W. bbox=[982, 1538, 1204, 1606]
subhead: Delegation Meets June 5. bbox=[136, 797, 272, 808]
subhead: Only "Dusted." bbox=[820, 1515, 900, 1527]
column-divider bbox=[526, 130, 527, 2071]
article-paragraph: Mr. Clark's gift to his daughter is a diamond and ruby tiara and stomacher of pure white diamonds. bbox=[1214, 1292, 1411, 1326]
article-paragraph: Brush all the sashes with a small whisk broom. bbox=[982, 583, 1204, 605]
article-paragraph: After leaving college he became the editor of the Waukesha County Democrat, and it has remained in the possession ever since. In 1868 he was elected county judge, which position he held one term, and after that began the study of law. During Cleveland's first administration he was postmaster, and during his life held the positions of president of the village for two terms and a member of the state Democratic central committee for four years. bbox=[531, 807, 739, 932]
article-paragraph: La Crosse, Wis., May 30.—[Special.]—The Milwaukee road narrowly escaped a very serious wreck on the River division this morning. A freight car broke down and jumped the track above this city, which resulted in a general smashup. No one was hurt and no one was hurt. Traffic was delayed some time. The eastern passenger fast mail was forced to return to La Crosse. It went as far as Winona over the Burlington tracks. bbox=[531, 1736, 739, 1861]
deck: Janesville Boy Sent Up for Stealing Goods Valued at $4.35. bbox=[761, 1420, 959, 1446]
